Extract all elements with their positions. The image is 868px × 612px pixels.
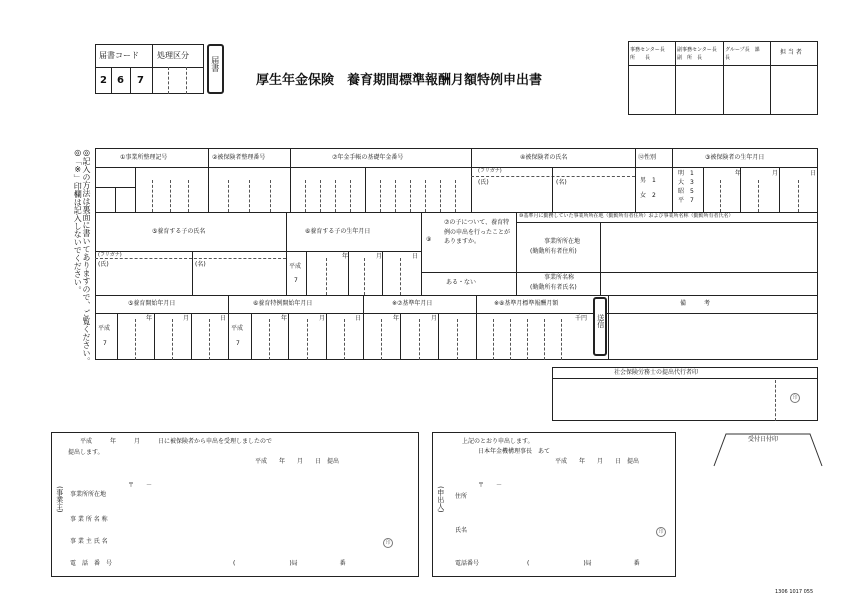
applicant-line2: 日本年金機構理事長 あて (478, 448, 551, 455)
code-digit-3: 7 (137, 75, 144, 86)
question-answer: ある・ない (446, 279, 477, 286)
child-month: 月 (376, 253, 383, 260)
applicant-tel-paren: ( )局 番 (527, 560, 640, 567)
furigana-label-2: (フリガナ) (98, 252, 122, 258)
employer-seal: 印 (383, 538, 393, 548)
form-code-label: 届書コード (99, 51, 139, 60)
start-year: 年 (146, 315, 153, 322)
employer-side: (事業主) (55, 486, 64, 513)
employer-tel-paren: ( )局 番 (233, 560, 346, 567)
office-no-label: ①事業所整理記号 (120, 154, 168, 161)
employer-name-sub: (勤動所有者氏名) (530, 284, 577, 291)
question-num: ⑨ (426, 236, 432, 243)
employer-zip: 〒 － (128, 482, 153, 489)
child-birth-label: ⑥養育する子の生年月日 (305, 228, 371, 235)
applicant-side: (申出人) (436, 486, 445, 513)
applicant-zip: 〒 － (478, 482, 503, 489)
base-year: 年 (393, 315, 400, 322)
approval-col2: 副事務センター長 副 所 長 (677, 47, 722, 61)
employer-box (51, 432, 419, 577)
receipt-stamp-label: 受付日付印 (748, 436, 779, 443)
employer-line1: 平成 年 月 日に被保険者から申出を受理しましたので (80, 438, 273, 445)
process-label: 処理区分 (157, 51, 189, 60)
code-digit-1: 2 (100, 75, 107, 86)
start-day: 日 (220, 315, 227, 322)
employer-name-label: 事業所名称 (544, 274, 575, 281)
employer-line2: 提出します。 (68, 449, 104, 456)
era-1: 明 1 (678, 170, 694, 177)
child-heisei: 平成 (289, 263, 302, 270)
employer-addr-sub: (勤動所有者住所) (530, 248, 577, 255)
sex-male: 男 1 (640, 177, 656, 184)
birth-month: 月 (772, 170, 779, 177)
applicant-name: 氏名 (455, 527, 468, 534)
code-digit-2: 6 (117, 75, 124, 86)
approval-col1: 事務センター長 所 長 (630, 47, 670, 61)
start-heisei: 平成 (98, 325, 111, 332)
sen-yen-label: 千円 (575, 315, 588, 322)
question-text: ⑦の子について、養育特例の申出を行ったことがありますか。 (444, 219, 511, 246)
special-seven: 7 (236, 340, 240, 347)
employer-owner: 事 業 主 氏 名 (70, 538, 108, 545)
child-year: 年 (342, 253, 349, 260)
applicant-addr: 住所 (455, 493, 468, 500)
era-4: 平 7 (678, 197, 694, 204)
era-3: 昭 5 (678, 188, 694, 195)
remarks-label: 備 考 (680, 300, 711, 307)
side-note: ◎記入の方法は裏面に書いてありますので、ご覧ください。◎「※」印欄は記入しないでください。 (73, 148, 91, 365)
base-month: 月 (431, 315, 438, 322)
child-name-label: ⑤養育する子の氏名 (152, 228, 206, 235)
special-start-label: ⑥養育特例開始年月日 (253, 300, 313, 307)
base-amount-label: ※⑧基準月標準報酬月額 (494, 300, 559, 307)
sex-label: ⑫性別 (638, 154, 657, 161)
base-month-label: ※⑦基準年月日 (392, 300, 433, 307)
employer-addr-label: 事業所所在地 (544, 238, 581, 245)
special-day: 日 (355, 315, 362, 322)
start-date-label: ⑤養育開始年月日 (128, 300, 176, 307)
special-year: 年 (281, 315, 288, 322)
employer-date: 平成 年 月 日 提出 (255, 458, 340, 465)
era-2: 大 3 (678, 179, 694, 186)
furigana-label-1: (フリガナ) (478, 168, 502, 174)
form-title: 厚生年金保険 養育期間標準報酬月額特例申出書 (256, 73, 543, 88)
insured-name-label: ④被保険者の氏名 (520, 154, 568, 161)
special-month: 月 (319, 315, 326, 322)
shi-label-1: (氏) (478, 179, 489, 186)
insured-no-label: ②被保険者整理番号 (212, 154, 266, 161)
approval-col3: グループ長 課 長 (725, 47, 770, 61)
form-number: 1306 1017 055 (775, 589, 814, 595)
birth-year: 年 (735, 170, 742, 177)
start-seven: 7 (103, 340, 107, 347)
applicant-box (432, 432, 676, 577)
applicant-seal: 印 (656, 527, 666, 537)
agent-seal: 印 (790, 393, 800, 403)
start-month: 月 (183, 315, 190, 322)
applicant-tel: 電話番号 (455, 560, 480, 567)
agent-label: 社会保険労務士の提出代行者印 (614, 369, 699, 376)
todoke-label: 届書 (210, 56, 220, 72)
mei-label-2: (名) (195, 261, 206, 268)
birth-day: 日 (810, 170, 817, 177)
applicant-line1: 上記のとおり申出します。 (462, 438, 534, 445)
prev-employer-label: ⑩基準月に勤務していた事業所所在地（勤動所有者住所）および事業所名称（勤動所有者氏名） (519, 213, 734, 219)
child-day: 日 (412, 253, 419, 260)
child-seven: 7 (294, 277, 298, 284)
shi-label-2: (氏) (98, 261, 109, 268)
sent-label: 送信 (596, 314, 605, 328)
employer-tel: 電 話 番 号 (70, 560, 113, 567)
birth-label: ③被保険者の生年月日 (705, 154, 765, 161)
employer-name: 事 業 所 名 称 (70, 516, 108, 523)
employer-addr: 事業所所在地 (70, 491, 107, 498)
approval-col4: 担 当 者 (780, 49, 802, 56)
special-heisei: 平成 (231, 325, 244, 332)
sex-female: 女 2 (640, 192, 656, 199)
pension-no-label: ⑦年金手帳の基礎年金番号 (332, 154, 404, 161)
mei-label-1: (名) (556, 179, 567, 186)
applicant-date: 平成 年 月 日 提出 (555, 458, 640, 465)
